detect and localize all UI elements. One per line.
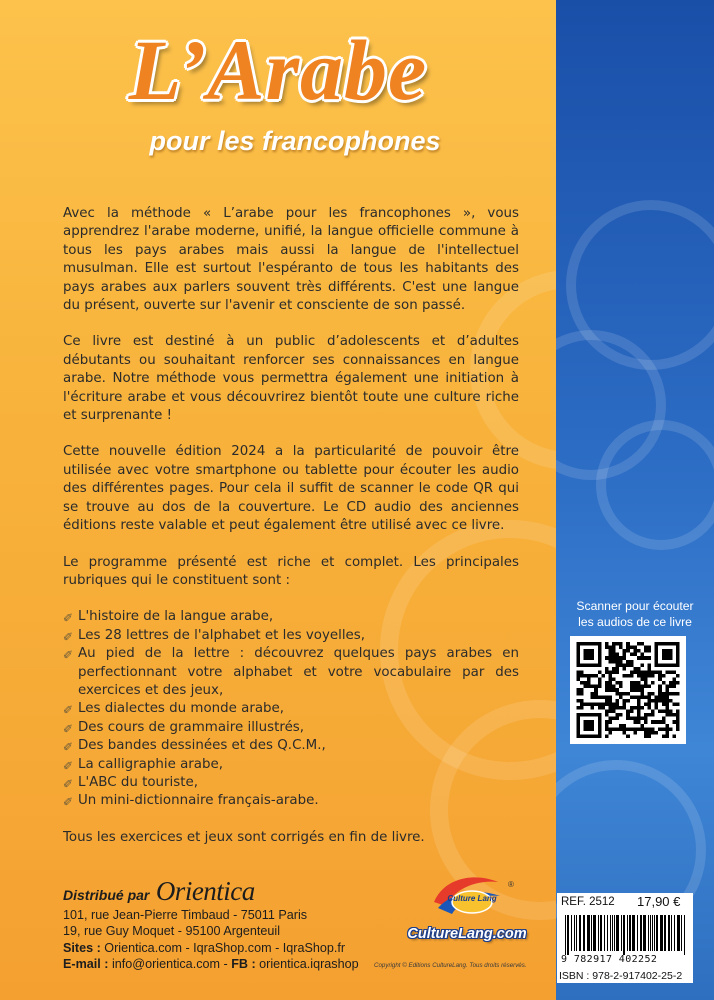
pen-icon: ✐ bbox=[63, 721, 74, 736]
contents-list bbox=[63, 608, 519, 810]
book-title: L’Arabe bbox=[128, 22, 428, 118]
pen-icon: ✐ bbox=[63, 629, 74, 644]
barcode-digits: 9 782917 402252 bbox=[561, 954, 658, 965]
distributor-heading bbox=[63, 876, 393, 907]
barcode-block bbox=[557, 893, 693, 983]
list-item: ✐ Au pied de la lettre : découvrez quelques pays arabes en perfectionnant votre alphabet et votre vocabulaire par des exercices et des jeux, bbox=[63, 646, 519, 698]
paragraph: Avec la méthode « L’arabe pour les francophones », vous apprendrez l'arabe moderne, unifié, la langue officielle commune à tous les pays arabes mais aussi la langue de l'intellectuel musulman. Elle est surtout l'espéranto de tous les habitants des pays arabes aux parlers souvent très différents. C'est une langue du présent, ouverte sur l'avenir et consciente de son passé. bbox=[63, 206, 519, 314]
registered-mark: ® bbox=[508, 880, 514, 889]
qr-caption: Scanner pour écouter les audios de ce livre bbox=[576, 599, 694, 629]
copyright-notice: Copyright © Editions CultureLang. Tous droits réservés. bbox=[374, 962, 527, 969]
list-item: ✐ L'histoire de la langue arabe, bbox=[63, 608, 519, 626]
list-item: ✐ Des bandes dessinées et des Q.C.M., bbox=[63, 737, 519, 755]
email-link[interactable]: info@orientica.com bbox=[112, 957, 220, 972]
list-item: ✐ Les 28 lettres de l'alphabet et les voyelles, bbox=[63, 627, 519, 645]
list-item: ✐ La calligraphie arabe, bbox=[63, 756, 519, 774]
orientica-logo: Orientica bbox=[155, 876, 255, 906]
pen-icon: ✐ bbox=[63, 648, 74, 663]
sites-line: Sites : Orientica.com - IqraShop.com - IqraShop.fr bbox=[63, 940, 346, 955]
reference-number: REF. 2512 bbox=[561, 896, 615, 908]
facebook-link[interactable]: orientica.iqrashop bbox=[259, 957, 359, 972]
paragraph: Le programme présenté est riche et complet. Les principales rubriques qui le constituent sont : bbox=[63, 554, 519, 588]
barcode-icon bbox=[563, 915, 687, 955]
ornament-swirl bbox=[596, 420, 714, 550]
pen-icon: ✐ bbox=[63, 776, 74, 791]
pen-icon: ✐ bbox=[63, 758, 74, 773]
culturelang-logo bbox=[392, 870, 542, 950]
closing-line: Tous les exercices et jeux sont corrigés en fin de livre. bbox=[63, 829, 425, 845]
paragraph: Ce livre est destiné à un public d’adolescents et d’adultes débutants ou souhaitant renforcer ses connaissances en langue arabe. Notre méthode vous permettra également une initiation à l'écriture arabe et vous découvrirez bientôt toute une culture riche et surprenante ! bbox=[63, 334, 519, 424]
sites-links[interactable]: Orientica.com - IqraShop.com - IqraShop.fr bbox=[104, 940, 346, 955]
list-item: ✐ Un mini-dictionnaire français-arabe. bbox=[63, 792, 519, 810]
culturelang-swoosh-icon bbox=[430, 872, 502, 920]
book-subtitle: pour les francophones bbox=[149, 126, 441, 156]
list-item: ✐ L'ABC du touriste, bbox=[63, 774, 519, 792]
isbn-number: ISBN : 978-2-917402-25-2 bbox=[559, 970, 683, 982]
qr-code-icon bbox=[576, 642, 680, 738]
distributor-block bbox=[63, 876, 393, 973]
pen-icon: ✐ bbox=[63, 740, 74, 755]
address-line: 101, rue Jean-Pierre Timbaud - 75011 Paris bbox=[63, 908, 308, 922]
publisher-name: CultureLang.com bbox=[407, 926, 527, 942]
pen-icon: ✐ bbox=[63, 703, 74, 718]
pen-icon: ✐ bbox=[63, 611, 74, 626]
list-item: ✐ Les dialectes du monde arabe, bbox=[63, 700, 519, 718]
distributed-by-label: Distribué par bbox=[63, 887, 150, 903]
price: 17,90 € bbox=[637, 894, 681, 909]
svg-text:Culture Lang: Culture Lang bbox=[447, 894, 497, 903]
contact-line: E-mail : info@orientica.com - FB : orientica.iqrashop bbox=[63, 957, 359, 972]
back-cover-text bbox=[63, 205, 519, 865]
pen-icon: ✐ bbox=[63, 795, 74, 810]
qr-code[interactable] bbox=[570, 636, 686, 744]
address-line: 19, rue Guy Moquet - 95100 Argenteuil bbox=[63, 924, 281, 939]
list-item: ✐ Des cours de grammaire illustrés, bbox=[63, 719, 519, 737]
paragraph: Cette nouvelle édition 2024 a la particularité de pouvoir être utilisée avec votre smartphone ou tablette pour écouter les audio des différentes pages. Pour cela il suffit de scanner le code QR qui se trouve au dos de la couverture. Le CD audio des anciennes éditions reste valable et peut également être utilisé avec ce livre. bbox=[63, 444, 519, 534]
